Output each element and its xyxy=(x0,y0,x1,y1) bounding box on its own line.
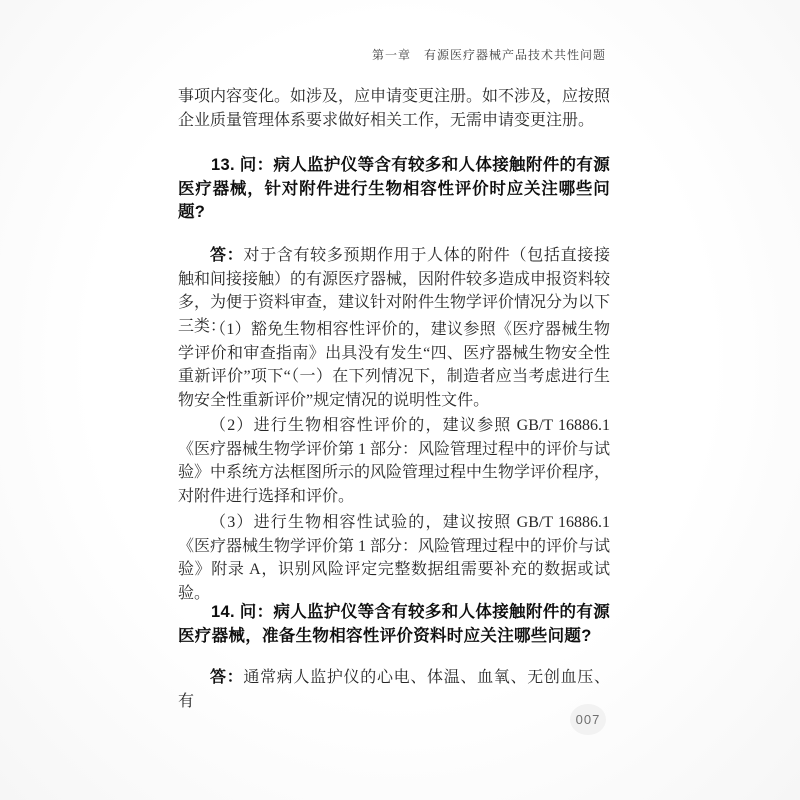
answer-13-item-1: （1）豁免生物相容性评价的，建议参照《医疗器械生物学评价和审查指南》出具没有发生“四、医疗器械生物安全性重新评价”项下“（一）在下列情况下，制造者应当考虑进行生物安全性重新评价”规定情况的说明性文件。 xyxy=(178,321,610,409)
page-number-badge xyxy=(570,704,606,735)
answer-13-item-3: （3）进行生物相容性试验的，建议按照 GB/T 16886.1《医疗器械生物学评价第 1 部分：风险管理过程中的评价与试验》附录 A，识别风险评定完整数据组需要补充的数据或试验。 xyxy=(178,514,611,602)
chapter-header: 第一章 有源医疗器械产品技术共性问题 xyxy=(371,48,606,62)
answer-14-prefix: 答： xyxy=(210,669,244,686)
answer-14-text: 通常病人监护仪的心电、体温、血氧、无创血压、有 xyxy=(178,669,610,710)
answer-13-intro-text: 对于含有较多预期作用于人体的附件（包括直接接触和间接接触）的有源医疗器械，因附件较多造成申报资料较多，为便于资料审查，建议针对附件生物学评价情况分为以下三类： xyxy=(178,247,611,335)
question-13: 13. 问：病人监护仪等含有较多和人体接触附件的有源医疗器械，针对附件进行生物相容性评价时应关注哪些问题? xyxy=(178,156,610,221)
answer-13-prefix: 答： xyxy=(210,247,244,264)
body-paragraph-continued: 事项内容变化。如涉及，应申请变更注册。如不涉及，应按照企业质量管理体系要求做好相关工作，无需申请变更注册。 xyxy=(178,88,611,129)
question-14: 14. 问：病人监护仪等含有较多和人体接触附件的有源医疗器械，准备生物相容性评价资料时应关注哪些问题? xyxy=(178,603,610,645)
answer-13-item-2: （2）进行生物相容性评价的，建议参照 GB/T 16886.1《医疗器械生物学评价第 1 部分：风险管理过程中的评价与试验》中系统方法框图所示的风险管理过程中生物学评价程序，对附件进行选择和评价。 xyxy=(178,417,611,505)
answer-14-partial xyxy=(178,666,610,713)
page-number: 007 xyxy=(575,712,601,727)
